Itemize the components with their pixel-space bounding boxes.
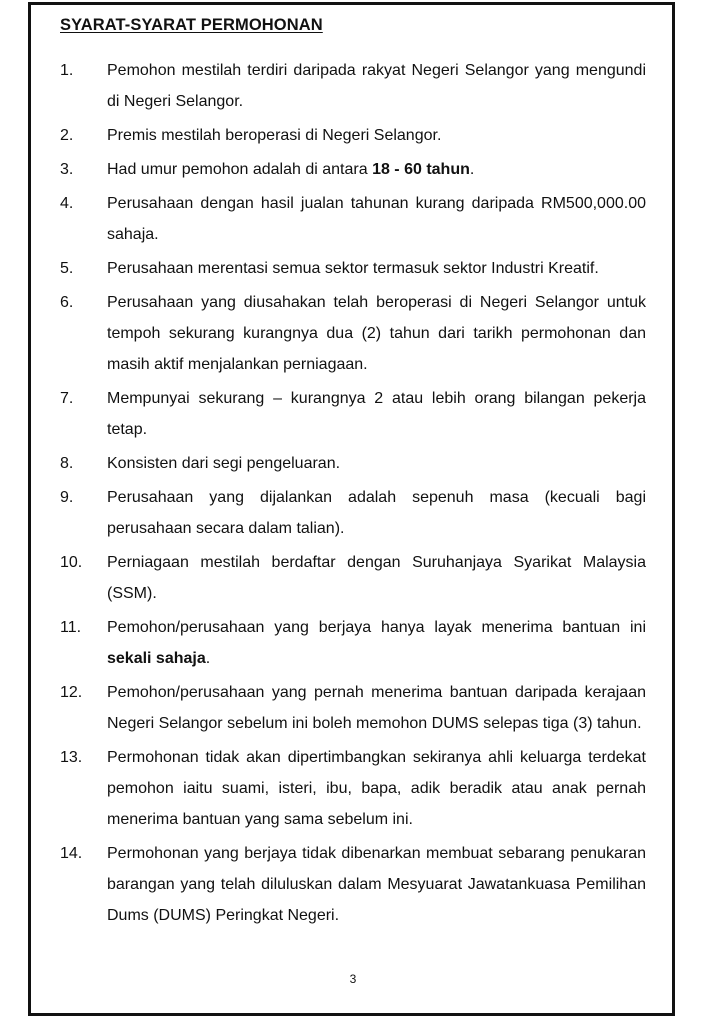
item-text: Mempunyai sekurang – kurangnya 2 atau lebih orang bilangan pekerja tetap. [107, 390, 646, 438]
requirements-list [60, 55, 646, 934]
item-text: Premis mestilah beroperasi di Negeri Selangor. [107, 127, 442, 144]
list-item [60, 188, 646, 250]
list-item [60, 383, 646, 445]
item-number: 8. [60, 455, 74, 472]
list-item [60, 55, 646, 117]
item-text: Pemohon mestilah terdiri daripada rakyat Negeri Selangor yang mengundi di Negeri Selangor. [107, 62, 646, 110]
item-number: 10. [60, 554, 83, 571]
item-text: Perusahaan yang dijalankan adalah sepenuh masa (kecuali bagi perusahaan secara dalam talian). [107, 489, 646, 537]
list-item [60, 120, 646, 151]
item-number: 6. [60, 294, 74, 311]
list-item [60, 838, 646, 931]
item-text: Perusahaan dengan hasil jualan tahunan kurang daripada RM500,000.00 sahaja. [107, 195, 646, 243]
item-text: Perniagaan mestilah berdaftar dengan Suruhanjaya Syarikat Malaysia (SSM). [107, 554, 646, 602]
item-text: Perusahaan merentasi semua sektor termasuk sektor Industri Kreatif. [107, 260, 599, 277]
page-number: 3 [349, 972, 357, 986]
item-number: 4. [60, 195, 74, 212]
list-item [60, 742, 646, 835]
list-item [60, 253, 646, 284]
list-item [60, 154, 646, 185]
item-text-part: Pemohon/perusahaan yang berjaya hanya layak menerima bantuan ini [107, 619, 646, 636]
item-number: 11. [60, 619, 82, 636]
item-text: Permohonan tidak akan dipertimbangkan sekiranya ahli keluarga terdekat pemohon iaitu suami, isteri, ibu, bapa, adik beradik atau anak pernah menerima bantuan yang sama sebelum ini. [107, 749, 646, 828]
item-text: Permohonan yang berjaya tidak dibenarkan membuat sebarang penukaran barangan yang telah diluluskan dalam Mesyuarat Jawatankuasa Pemilihan Dums (DUMS) Peringkat Negeri. [107, 845, 646, 924]
item-number: 14. [60, 845, 83, 862]
list-item [60, 547, 646, 609]
item-text: Perusahaan yang diusahakan telah beroperasi di Negeri Selangor untuk tempoh sekurang kurangnya dua (2) tahun dari tarikh permohonan dan masih aktif menjalankan perniagaan. [107, 294, 646, 373]
item-number: 5. [60, 260, 74, 277]
item-number: 9. [60, 489, 74, 506]
item-text: Konsisten dari segi pengeluaran. [107, 455, 341, 472]
item-number: 1. [60, 62, 74, 79]
item-number: 7. [60, 390, 74, 407]
list-item [60, 677, 646, 739]
list-item [60, 287, 646, 380]
page-title: SYARAT-SYARAT PERMOHONAN [60, 16, 323, 34]
item-text-part: . [205, 650, 211, 667]
list-item [60, 482, 646, 544]
item-text-part: Had umur pemohon adalah di antara [107, 161, 373, 178]
item-text-bold: sekali sahaja [107, 650, 206, 667]
list-item [60, 448, 646, 479]
item-number: 12. [60, 684, 83, 701]
list-item [60, 612, 646, 674]
item-number: 13. [60, 749, 83, 766]
item-text-part: . [469, 161, 475, 178]
item-text: Pemohon/perusahaan yang pernah menerima bantuan daripada kerajaan Negeri Selangor sebelum ini boleh memohon DUMS selepas tiga (3) tahun. [107, 684, 646, 732]
item-number: 2. [60, 127, 74, 144]
item-number: 3. [60, 161, 74, 178]
item-text-bold: 18 - 60 tahun [372, 161, 470, 178]
item-text [107, 612, 646, 674]
item-text [107, 154, 646, 185]
